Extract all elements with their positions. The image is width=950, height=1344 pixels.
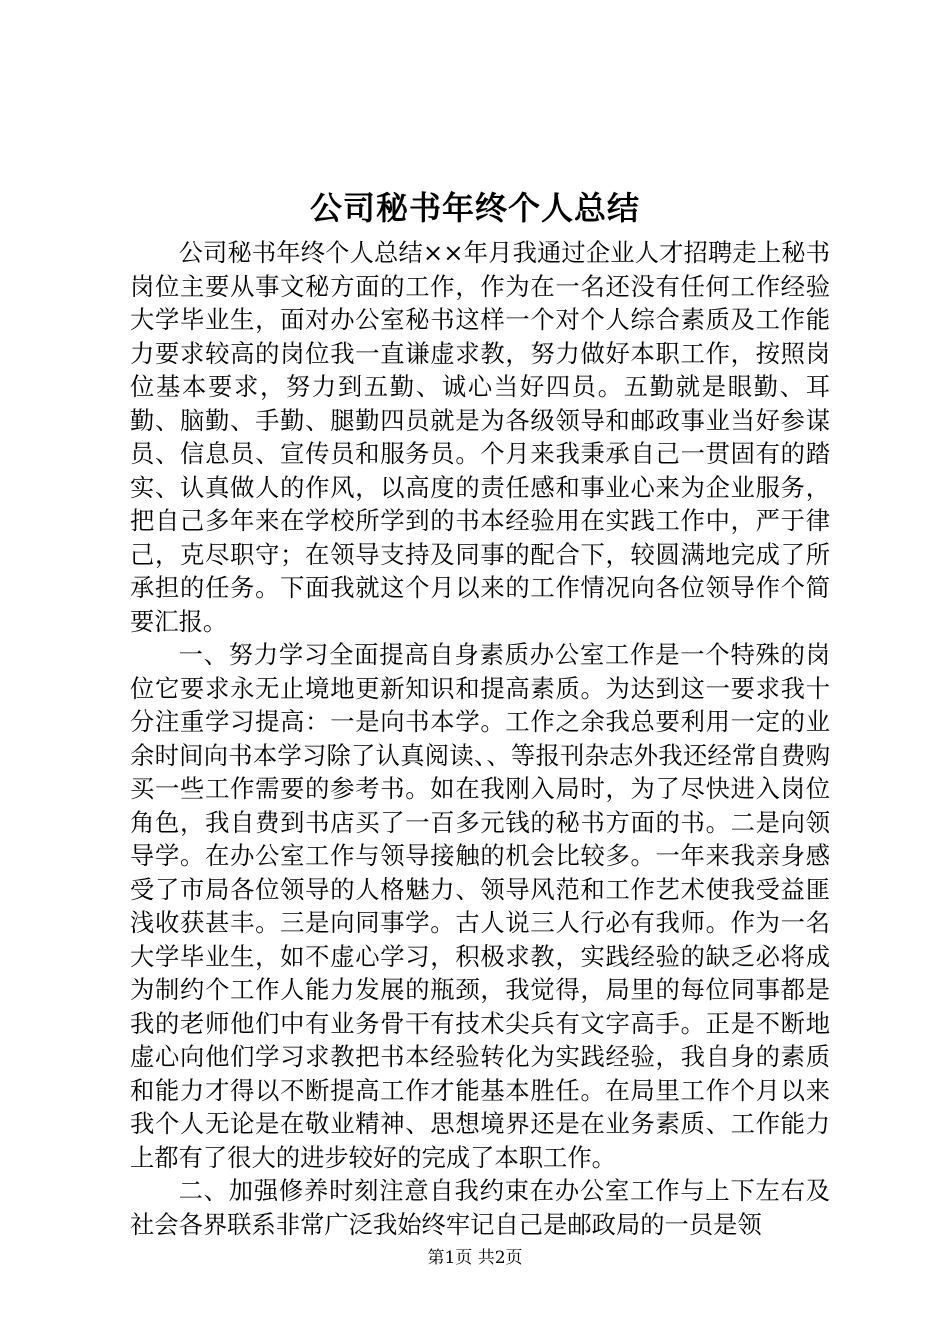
paragraph-section-2: 二、加强修养时刻注意自我约束在办公室工作与上下左右及社会各界联系非常广泛我始终牢记自己是邮政局的一员是领 [130, 1176, 830, 1239]
paragraph-section-1: 一、努力学习全面提高自身素质办公室工作是一个特殊的岗位它要求永无止境地更新知识和提高素质。为达到这一要求我十分注重学习提高：一是向书本学。工作之余我总要利用一定的业余时间向书本学习除了认真阅读、、等报刊杂志外我还经常自费购买一些工作需要的参考书。如在我刚入局时，为了尽快进入岗位角色，我自费到书店买了一百多元钱的秘书方面的书。二是向领导学。在办公室工作与领导接触的机会比较多。一年来我亲身感受了市局各位领导的人格魅力、领导风范和工作艺术使我受益匪浅收获甚丰。三是向同事学。古人说三人行必有我师。作为一名大学毕业生，如不虚心学习，积极求教，实践经验的缺乏必将成为制约个工作人能力发展的瓶颈，我觉得，局里的每位同事都是我的老师他们中有业务骨干有技术尖兵有文字高手。正是不断地虚心向他们学习求教把书本经验转化为实践经验，我自身的素质和能力才得以不断提高工作才能基本胜任。在局里工作个月以来我个人无论是在敬业精神、思想境界还是在业务素质、工作能力上都有了很大的进步较好的完成了本职工作。 [130, 640, 830, 1172]
document-title: 公司秘书年终个人总结 [309, 189, 640, 227]
document-body [130, 236, 830, 1241]
paragraph-intro: 公司秘书年终个人总结××年月我通过企业人才招聘走上秘书岗位主要从事文秘方面的工作，作为在一名还没有任何工作经验大学毕业生，面对办公室秘书这样一个对个人综合素质及工作能力要求较高的岗位我一直谦虚求教，努力做好本职工作，按照岗位基本要求，努力到五勤、诚心当好四员。五勤就是眼勤、耳勤、脑勤、手勤、腿勤四员就是为各级领导和邮政事业当好参谋员、信息员、宣传员和服务员。个月来我秉承自己一贯固有的踏实、认真做人的作风，以高度的责任感和事业心来为企业服务，把自己多年来在学校所学到的书本经验用在实践工作中，严于律己，克尽职守；在领导支持及同事的配合下，较圆满地完成了所承担的任务。下面我就这个月以来的工作情况向各位领导作个简要汇报。 [130, 238, 830, 636]
page-indicator: 第1页 共2页 [427, 1248, 523, 1268]
